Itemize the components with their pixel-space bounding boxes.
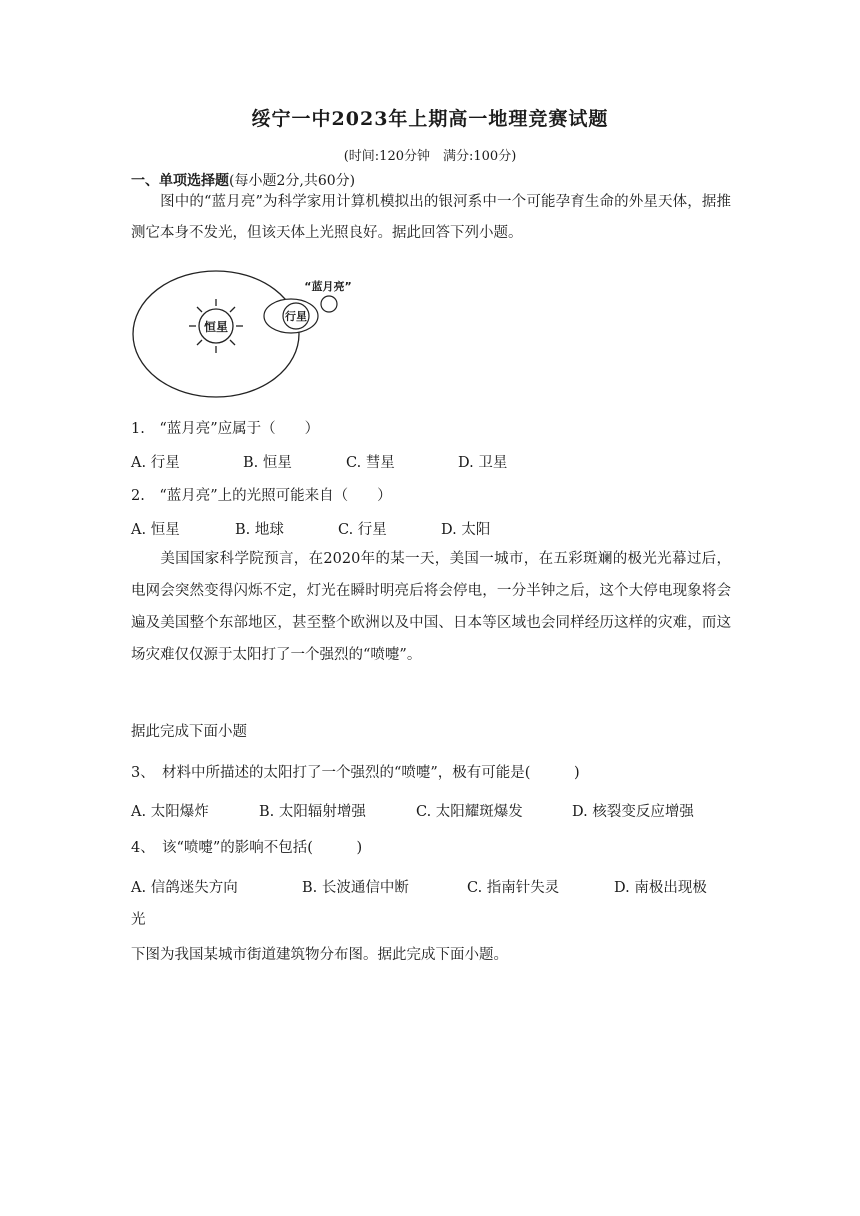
- q4-option-c: C. 指南针失灵: [467, 880, 560, 896]
- question-2-stem: 2. “蓝月亮”上的光照可能来自（ ）: [131, 488, 392, 504]
- planet-label: 行星: [285, 310, 307, 323]
- blue-moon-icon: [321, 296, 337, 312]
- question-1-stem: 1. “蓝月亮”应属于（ ）: [131, 421, 320, 437]
- q3-option-a: A. 太阳爆炸: [131, 804, 209, 820]
- q4-option-d-wrap: 光: [131, 912, 146, 928]
- q2-option-c: C. 行星: [338, 522, 387, 538]
- exam-time-score: (时间:120分钟 满分:100分): [343, 149, 517, 164]
- blue-moon-label: “蓝月亮”: [304, 280, 352, 293]
- intro-text-2: 美国国家科学院预言，在2020年的某一天，美国一城市，在五彩斑斓的极光光幕过后，电网会突然变得闪烁不定，灯光在瞬时明亮后将会停电，一分半钟之后，这个大停电现象将会遍及美国整个东部地区，甚至整个欧洲以及中国、日本等区域也会同样经历这样的灾难，而这场灾难仅仅源于太阳打了一个强烈的“喷嚏”。: [131, 551, 731, 663]
- question-4-stem: 4、 该“喷嚏”的影响不包括( ): [131, 840, 363, 856]
- question-3-stem: 3、 材料中所描述的太阳打了一个强烈的“喷嚏”，极有可能是( ): [131, 765, 580, 781]
- intro-text-1: 图中的“蓝月亮”为科学家用计算机模拟出的银河系中一个可能孕育生命的外星天体，据推测它本身不发光，但该天体上光照良好。据此回答下列小题。: [131, 194, 731, 241]
- q3-option-c: C. 太阳耀斑爆发: [416, 804, 523, 820]
- q1-option-b: B. 恒星: [243, 455, 292, 471]
- intro-paragraph-1: [131, 187, 731, 248]
- q4-option-b: B. 长波通信中断: [302, 880, 409, 896]
- section-title: 一、单项选择题: [131, 173, 229, 189]
- q4-option-d: D. 南极出现极: [614, 880, 707, 896]
- section-note: (每小题2分,共60分): [229, 173, 356, 189]
- intro-paragraph-2: [131, 543, 731, 671]
- q2-option-a: A. 恒星: [131, 522, 180, 538]
- q3-option-b: B. 太阳辐射增强: [259, 804, 366, 820]
- q1-option-d: D. 卫星: [458, 455, 508, 471]
- intro-paragraph-3: 下图为我国某城市街道建筑物分布图。据此完成下面小题。: [131, 947, 508, 963]
- star-label: 恒星: [203, 320, 229, 334]
- q2-option-b: B. 地球: [235, 522, 284, 538]
- q4-option-a: A. 信鸽迷失方向: [131, 880, 238, 896]
- q1-option-a: A. 行星: [131, 455, 180, 471]
- q3-option-d: D. 核裂变反应增强: [572, 804, 694, 820]
- q2-option-d: D. 太阳: [441, 522, 491, 538]
- exam-title: 绥宁一中2023年上期高一地理竞赛试题: [251, 108, 609, 130]
- intro-paragraph-2-end: 据此完成下面小题: [131, 724, 247, 740]
- orbit-figure: [128, 268, 378, 403]
- q1-option-c: C. 彗星: [346, 455, 395, 471]
